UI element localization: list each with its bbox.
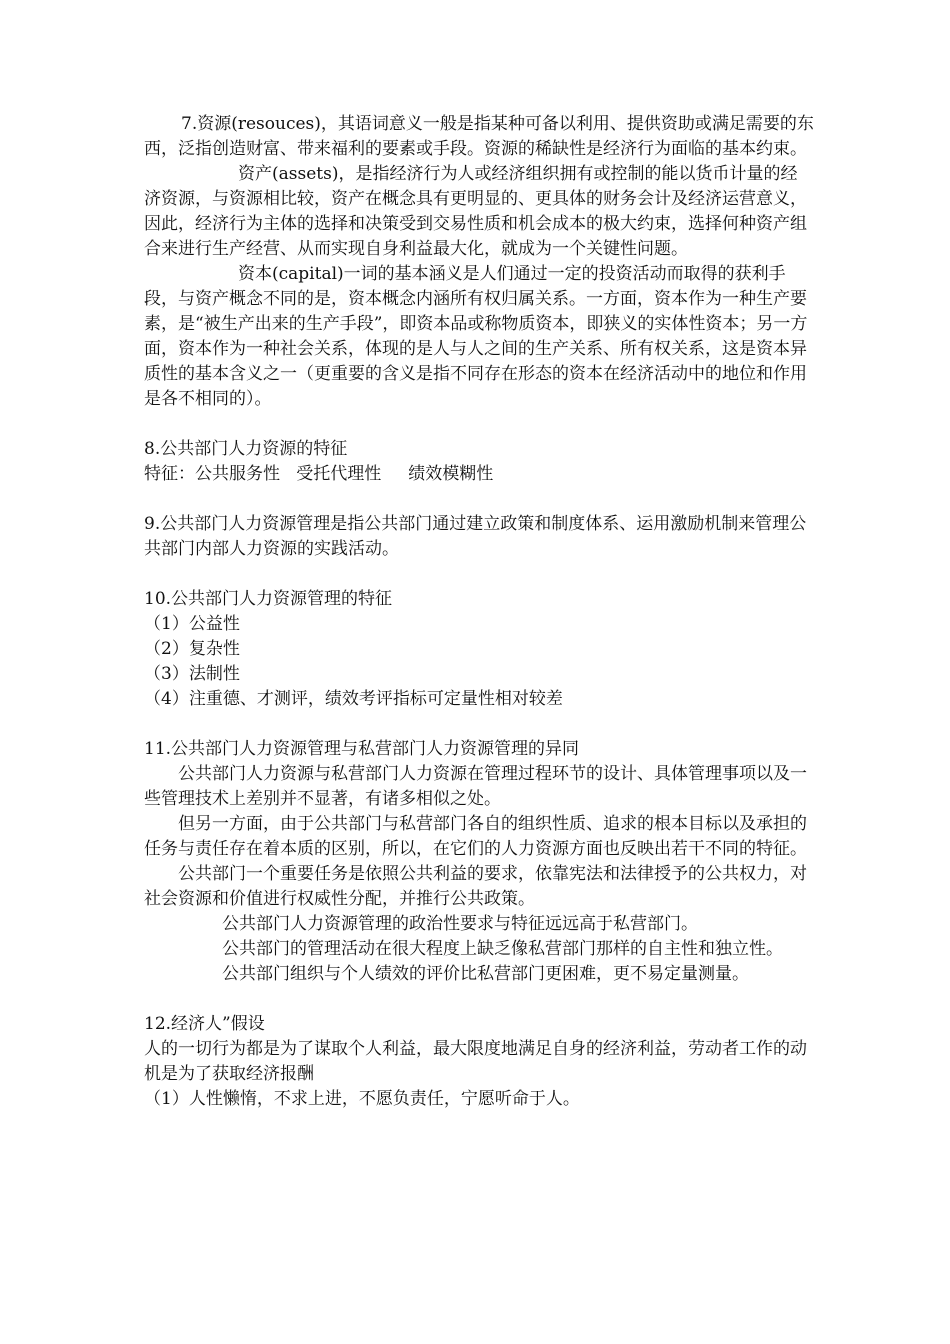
section7-capital-paragraph: 资本(capital)一词的基本涵义是人们通过一定的投资活动而取得的获利手段，与资产概念不同的是，资本概念内涵所有权归属关系。一方面，资本作为一种生产要素，是“被生产出来的生产手段”，即资本品或称物质资本，即狭义的实体性资本；另一方面，资本作为一种社会关系，体现的是人与人之间的生产关系、所有权关系，这是资本异质性的基本含义之一（更重要的含义是指不同存在形态的资本在经济活动中的地位和作用是各不相同的）。 <box>144 264 808 409</box>
section12-text: 人的一切行为都是为了谋取个人利益，最大限度地满足自身的经济利益，劳动者工作的动机是为了获取经济报酬 <box>144 1039 807 1084</box>
section9-definition: 9.公共部门人力资源管理是指公共部门通过建立政策和制度体系、运用激励机制来管理公共部门内部人力资源的实践活动。 <box>144 514 807 559</box>
section11-paragraph: 公共部门一个重要任务是依照公共利益的要求，依靠宪法和法律授予的公共权力，对社会资源和价值进行权威性分配，并推行公共政策。 <box>144 864 807 909</box>
spacer <box>144 562 814 587</box>
section10-item: （1）公益性 <box>144 614 240 634</box>
section7-assets-paragraph: 资产(assets)，是指经济行为人或经济组织拥有或控制的能以货币计量的经济资源，与资源相比较，资产在概念具有更明显的、更具体的财务会计及经济运营意义，因此，经济行为主体的选择和决策受到交易性质和机会成本的极大约束，选择何种资产组合来进行生产经营、从而实现自身利益最大化，就成为一个关键性问题。 <box>144 164 807 259</box>
spacer <box>144 712 814 737</box>
section11-paragraph: 公共部门人力资源管理的政治性要求与特征远远高于私营部门。 <box>222 914 698 934</box>
spacer <box>144 487 814 512</box>
section7-resources-paragraph: 7.资源(resouces)，其语词意义一般是指某种可备以利用、提供资助或满足需要的东西，泛指创造财富、带来福利的要素或手段。资源的稀缺性是经济行为面临的基本约束。 <box>144 114 814 159</box>
section11-paragraph: 公共部门的管理活动在很大程度上缺乏像私营部门那样的自主性和独立性。 <box>222 939 783 959</box>
section11-paragraph: 公共部门组织与个人绩效的评价比私营部门更困难，更不易定量测量。 <box>222 964 749 984</box>
spacer <box>144 412 814 437</box>
section8-title: 8.公共部门人力资源的特征 <box>144 439 348 459</box>
section10-item: （3）法制性 <box>144 664 240 684</box>
section11-title: 11.公共部门人力资源管理与私营部门人力资源管理的异同 <box>144 739 580 759</box>
section10-title: 10.公共部门人力资源管理的特征 <box>144 589 393 609</box>
section12-item: （1）人性懒惰，不求上进，不愿负责任，宁愿听命于人。 <box>144 1089 580 1109</box>
section12-title: 12.经济人”假设 <box>144 1014 265 1034</box>
spacer <box>144 987 814 1012</box>
section11-paragraph: 但另一方面，由于公共部门与私营部门各自的组织性质、追求的根本目标以及承担的任务与责任存在着本质的区别，所以，在它们的人力资源方面也反映出若干不同的特征。 <box>144 814 807 859</box>
section8-features: 特征：公共服务性 受托代理性 绩效模糊性 <box>144 464 494 484</box>
section10-item: （4）注重德、才测评，绩效考评指标可定量性相对较差 <box>144 689 563 709</box>
document-page <box>144 112 814 1112</box>
section10-item: （2）复杂性 <box>144 639 240 659</box>
section11-paragraph: 公共部门人力资源与私营部门人力资源在管理过程环节的设计、具体管理事项以及一些管理技术上差别并不显著，有诸多相似之处。 <box>144 764 807 809</box>
